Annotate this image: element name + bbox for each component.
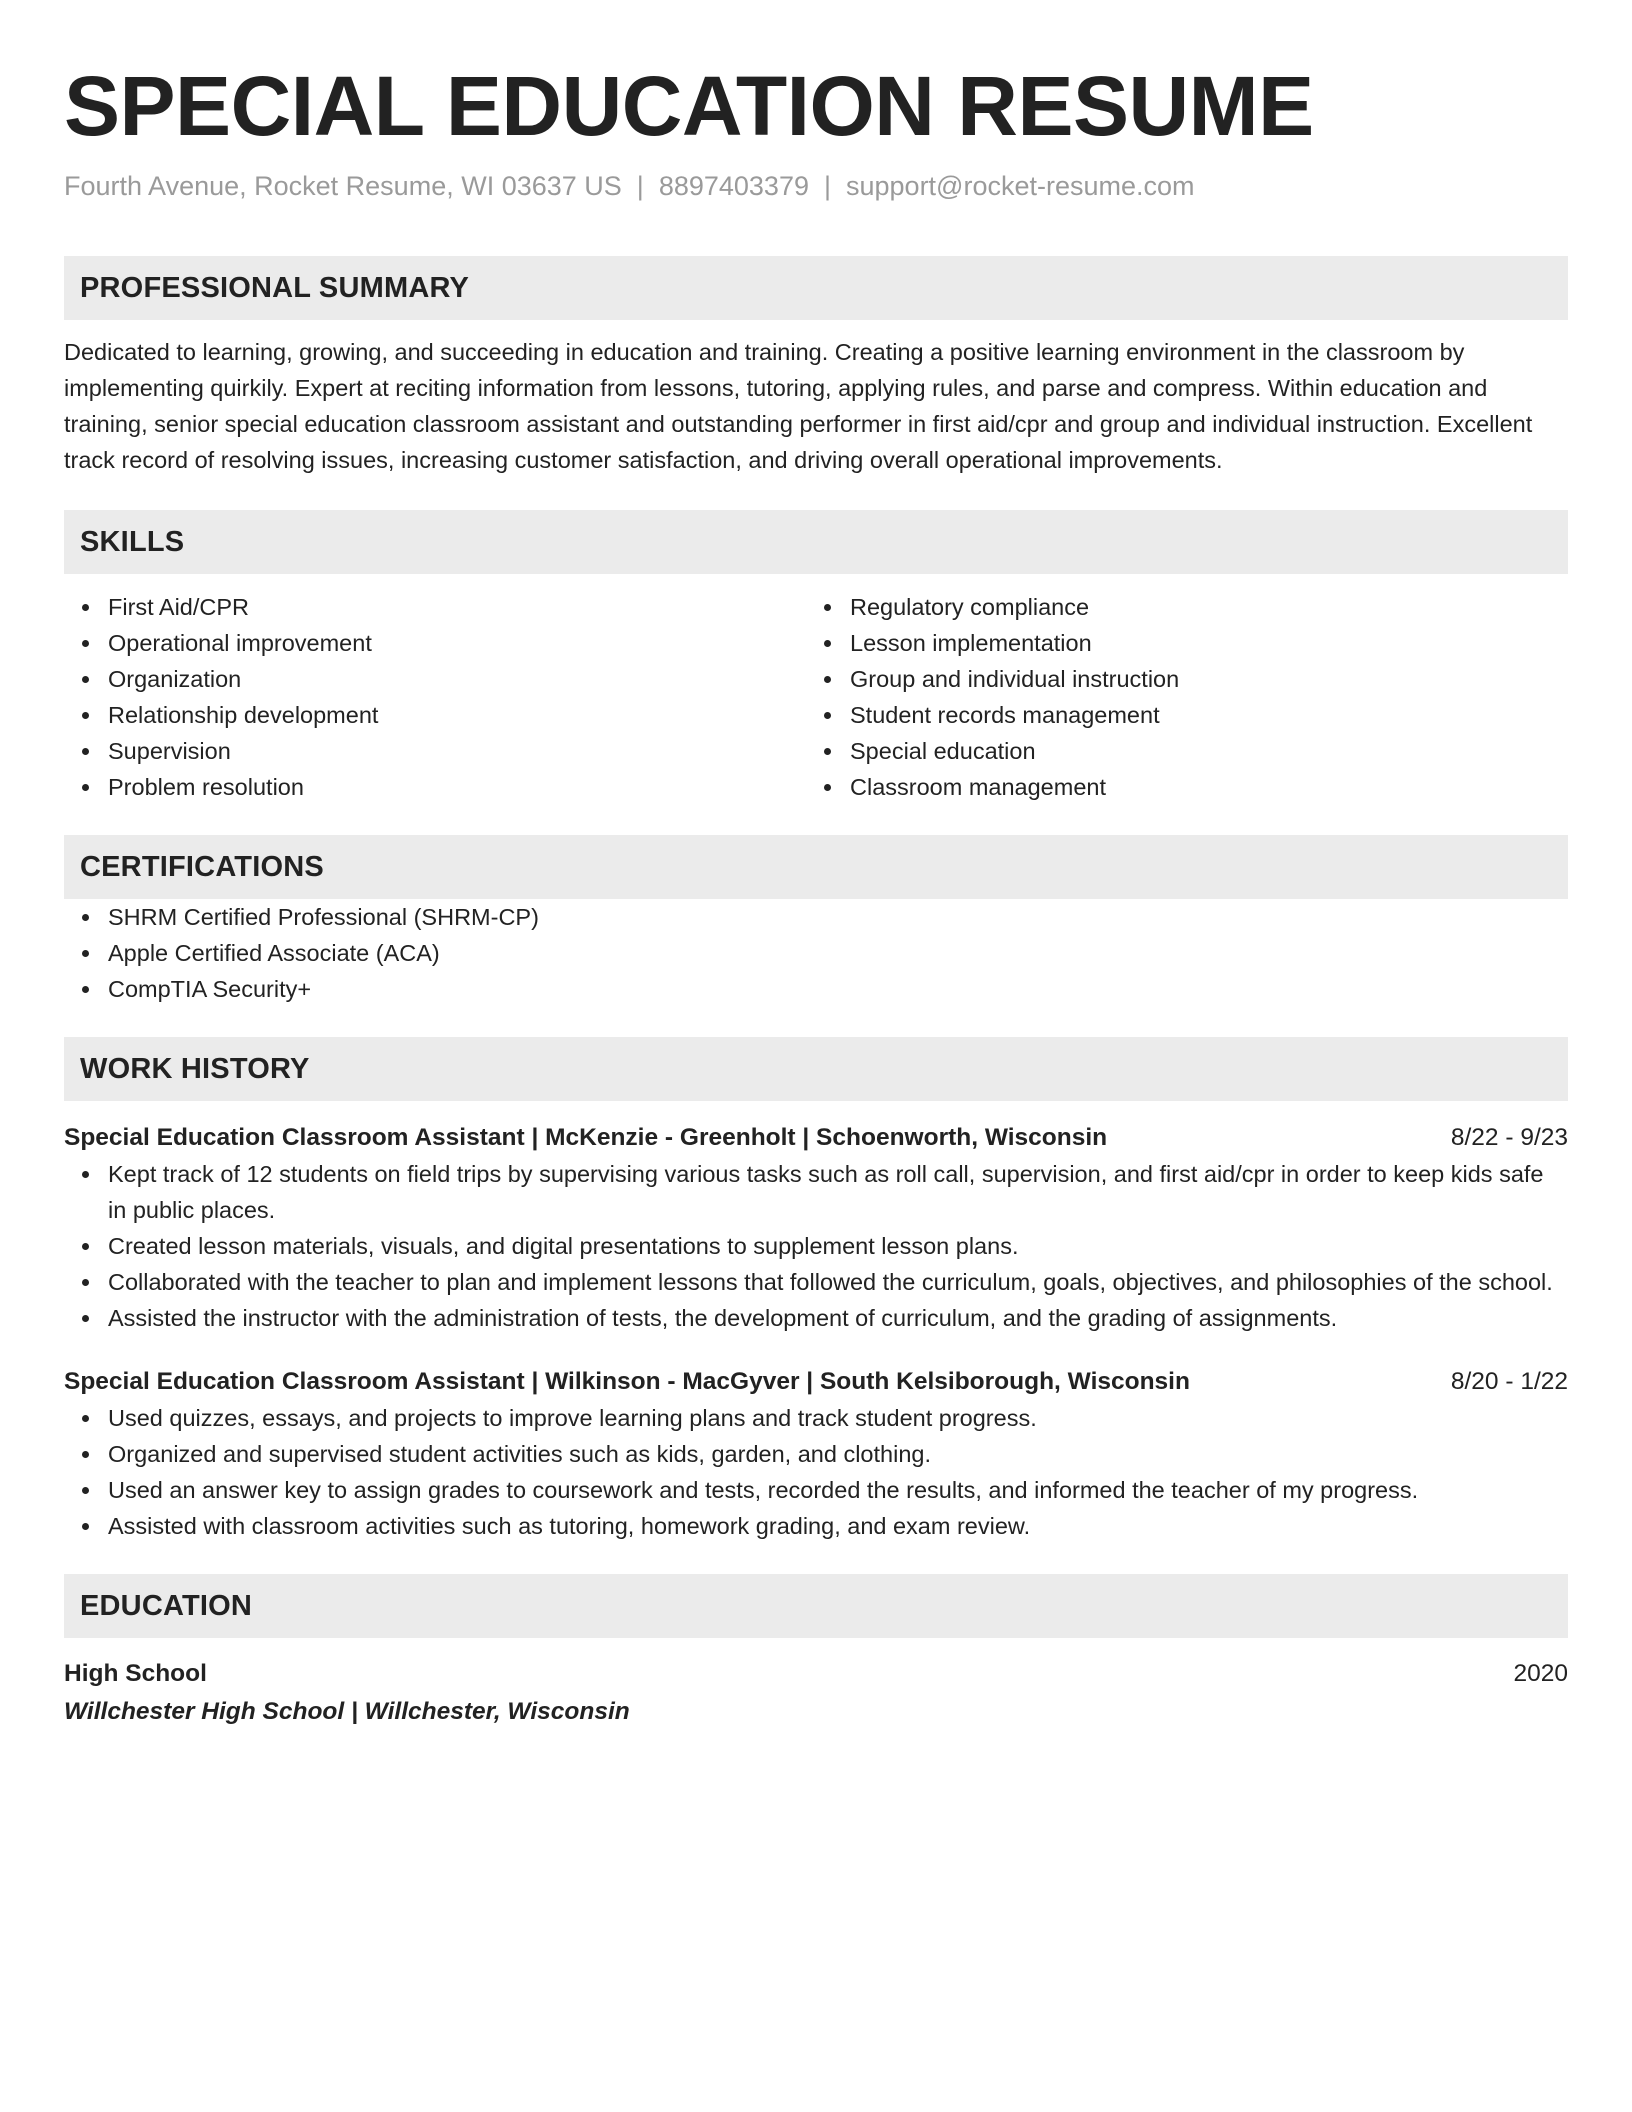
summary-text: Dedicated to learning, growing, and succeeding in education and training. Creating a positive learning environment in the classroom by implementing quirkily. Expert at reciting information from lessons, tutoring, applying rules, and parse and compress. Within education and training, senior special education classroom assistant and outstanding performer in first aid/cpr and group and individual instruction. Excellent track record of resolving issues, increasing customer satisfaction, and driving overall operational improvements. bbox=[64, 339, 1533, 473]
skill-item bbox=[64, 589, 806, 625]
job-bullet bbox=[64, 1400, 1568, 1436]
contact-separator: | bbox=[823, 171, 831, 201]
bullet-icon bbox=[824, 712, 831, 719]
bullet-icon bbox=[82, 1171, 89, 1178]
bullet-icon bbox=[824, 748, 831, 755]
bullet-icon bbox=[82, 1451, 89, 1458]
skill-label: Supervision bbox=[108, 738, 231, 764]
certifications-list bbox=[64, 899, 1568, 1007]
bullet-icon bbox=[82, 748, 89, 755]
skill-item bbox=[64, 697, 806, 733]
education-school: Willchester High School | Willchester, Wisconsin bbox=[64, 1698, 630, 1725]
bullet-icon bbox=[824, 604, 831, 611]
skill-label: Organization bbox=[108, 666, 242, 692]
skill-label: Regulatory compliance bbox=[850, 594, 1090, 620]
job-bullet-text: Kept track of 12 students on field trips by supervising various tasks such as roll call, supervision, and first aid/cpr in order to keep kids safe in public places. bbox=[108, 1161, 1544, 1223]
skill-item bbox=[806, 589, 1548, 625]
certification-item bbox=[64, 899, 1568, 935]
skill-label: Problem resolution bbox=[108, 774, 304, 800]
job-bullet bbox=[64, 1264, 1568, 1300]
bullet-icon bbox=[82, 676, 89, 683]
contact-email: support@rocket-resume.com bbox=[846, 171, 1195, 201]
bullet-icon bbox=[82, 784, 89, 791]
skill-item bbox=[806, 769, 1548, 805]
job-bullet-text: Organized and supervised student activities such as kids, garden, and clothing. bbox=[108, 1441, 931, 1467]
work-history-heading: WORK HISTORY bbox=[64, 1037, 1568, 1101]
bullet-icon bbox=[82, 712, 89, 719]
skills-heading: SKILLS bbox=[64, 510, 1568, 574]
contact-separator: | bbox=[636, 171, 644, 201]
job-dates: 8/20 - 1/22 bbox=[1450, 1368, 1568, 1395]
certification-label: SHRM Certified Professional (SHRM-CP) bbox=[108, 904, 539, 930]
education-year: 2020 bbox=[1513, 1660, 1568, 1687]
job-bullet bbox=[64, 1228, 1568, 1264]
contact-address: Fourth Avenue, Rocket Resume, WI 03637 US bbox=[64, 171, 622, 201]
contact-line bbox=[64, 168, 1568, 204]
bullet-icon bbox=[82, 604, 89, 611]
job-bullet bbox=[64, 1156, 1568, 1228]
skills-list-right bbox=[806, 589, 1548, 805]
bullet-icon bbox=[82, 1315, 89, 1322]
bullet-icon bbox=[82, 986, 89, 993]
skill-item bbox=[806, 661, 1548, 697]
job-bullet bbox=[64, 1508, 1568, 1544]
skill-item bbox=[64, 733, 806, 769]
skill-label: First Aid/CPR bbox=[108, 594, 250, 620]
bullet-icon bbox=[82, 640, 89, 647]
skill-item bbox=[806, 697, 1548, 733]
skills-grid bbox=[64, 589, 1568, 805]
job-bullet bbox=[64, 1300, 1568, 1336]
job-title-row bbox=[64, 1364, 1568, 1400]
job-dates: 8/22 - 9/23 bbox=[1450, 1124, 1568, 1151]
job-entry bbox=[64, 1364, 1568, 1544]
skills-list-left bbox=[64, 589, 806, 805]
skill-label: Special education bbox=[850, 738, 1036, 764]
bullet-icon bbox=[82, 1523, 89, 1530]
skill-item bbox=[64, 625, 806, 661]
job-bullets bbox=[64, 1156, 1568, 1336]
resume-title: SPECIAL EDUCATION RESUME bbox=[64, 59, 1314, 153]
skill-label: Group and individual instruction bbox=[850, 666, 1180, 692]
education-heading: EDUCATION bbox=[64, 1574, 1568, 1638]
job-bullet-text: Used an answer key to assign grades to coursework and tests, recorded the results, and informed the teacher of my progress. bbox=[108, 1477, 1419, 1503]
job-title: Special Education Classroom Assistant | McKenzie - Greenholt | Schoenworth, Wisconsin bbox=[64, 1124, 1108, 1151]
skill-label: Relationship development bbox=[108, 702, 379, 728]
certification-item bbox=[64, 971, 1568, 1007]
bullet-icon bbox=[82, 1415, 89, 1422]
job-bullets bbox=[64, 1400, 1568, 1544]
skill-label: Student records management bbox=[850, 702, 1160, 728]
skill-item bbox=[806, 625, 1548, 661]
bullet-icon bbox=[82, 1243, 89, 1250]
bullet-icon bbox=[824, 784, 831, 791]
certification-label: Apple Certified Associate (ACA) bbox=[108, 940, 440, 966]
job-bullet-text: Collaborated with the teacher to plan and implement lessons that followed the curriculum, goals, objectives, and philosophies of the school. bbox=[108, 1269, 1553, 1295]
job-bullet-text: Assisted the instructor with the administration of tests, the development of curriculum, and the grading of assignments. bbox=[108, 1305, 1338, 1331]
skill-label: Classroom management bbox=[850, 774, 1106, 800]
bullet-icon bbox=[82, 914, 89, 921]
education-row bbox=[64, 1656, 1568, 1692]
education-degree: High School bbox=[64, 1660, 207, 1687]
skill-item bbox=[64, 661, 806, 697]
bullet-icon bbox=[824, 640, 831, 647]
certification-label: CompTIA Security+ bbox=[108, 976, 312, 1002]
job-bullet-text: Created lesson materials, visuals, and digital presentations to supplement lesson plans. bbox=[108, 1233, 1019, 1259]
job-title: Special Education Classroom Assistant | Wilkinson - MacGyver | South Kelsiborough, Wisconsin bbox=[64, 1368, 1190, 1395]
skill-item bbox=[806, 733, 1548, 769]
certifications-heading: CERTIFICATIONS bbox=[64, 835, 1568, 899]
bullet-icon bbox=[82, 1279, 89, 1286]
bullet-icon bbox=[824, 676, 831, 683]
bullet-icon bbox=[82, 950, 89, 957]
certification-item bbox=[64, 935, 1568, 971]
job-bullet bbox=[64, 1436, 1568, 1472]
job-title-row bbox=[64, 1120, 1568, 1156]
skill-label: Operational improvement bbox=[108, 630, 372, 656]
summary-heading: PROFESSIONAL SUMMARY bbox=[64, 256, 1568, 320]
job-bullet-text: Used quizzes, essays, and projects to improve learning plans and track student progress. bbox=[108, 1405, 1037, 1431]
bullet-icon bbox=[82, 1487, 89, 1494]
job-bullet-text: Assisted with classroom activities such as tutoring, homework grading, and exam review. bbox=[108, 1513, 1031, 1539]
skill-item bbox=[64, 769, 806, 805]
job-entry bbox=[64, 1120, 1568, 1336]
job-bullet bbox=[64, 1472, 1568, 1508]
contact-phone: 8897403379 bbox=[658, 171, 809, 201]
skill-label: Lesson implementation bbox=[850, 630, 1092, 656]
